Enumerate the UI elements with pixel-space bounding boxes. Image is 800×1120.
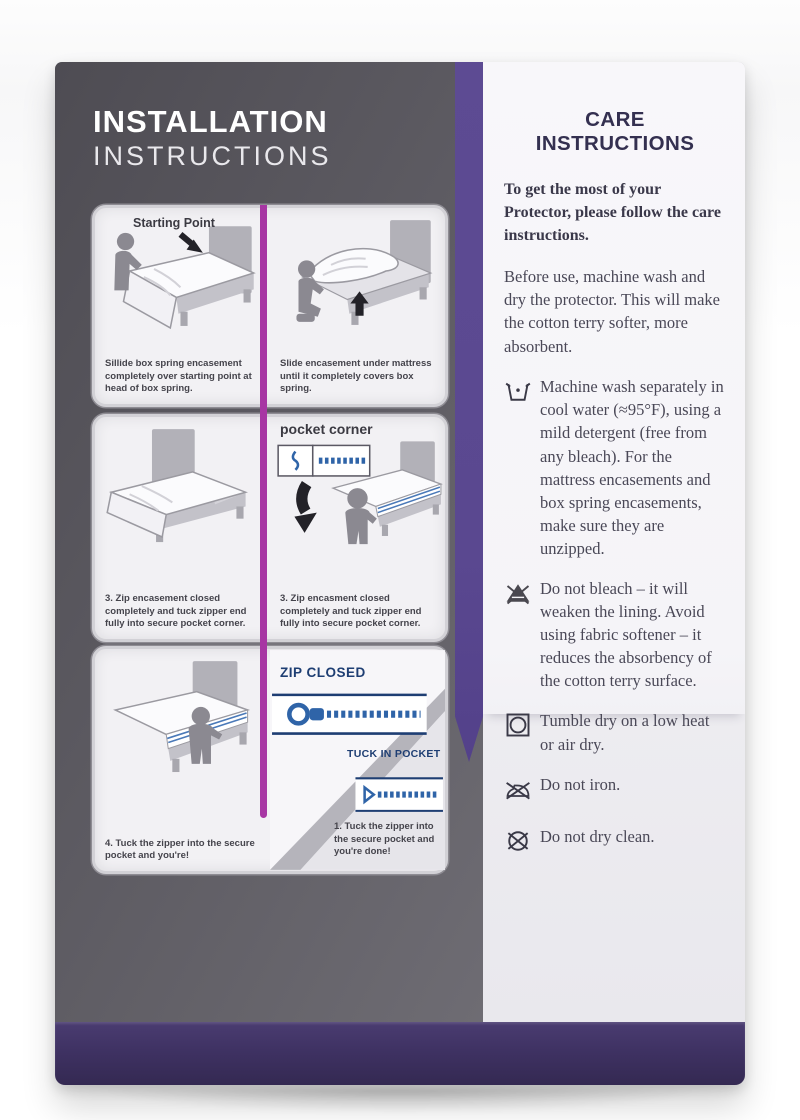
care-panel	[483, 62, 745, 1022]
starting-point-label: Starting Point	[133, 216, 215, 230]
care-item-text: Do not dry clean.	[540, 826, 655, 846]
pocket-corner-illustration	[270, 421, 445, 574]
magenta-divider-line	[260, 205, 267, 818]
card3-left-step	[95, 649, 270, 871]
care-item-text: Tumble dry on a low heat or air dry.	[540, 711, 710, 754]
card2-left-step	[95, 417, 270, 639]
bed-step2-illustration	[270, 212, 445, 342]
card2-right-step	[270, 417, 445, 639]
card1-right-caption: Slide encasement under mattress until it completely covers box spring.	[280, 358, 432, 395]
purple-divider-strip	[455, 62, 483, 762]
bed-step4-illustration	[95, 653, 270, 795]
pocket-corner-label: pocket corner	[280, 421, 373, 437]
care-item-do-not-iron	[504, 773, 726, 808]
installation-title-line1: INSTALLATION	[93, 104, 328, 139]
instruction-card-2	[92, 414, 448, 642]
card2-right-caption: 3. Zip encasment closed completely and tuck zipper end fully into secure pocket corner.	[280, 593, 422, 630]
installation-title	[93, 104, 332, 172]
care-item-do-not-bleach	[504, 577, 726, 692]
installation-title-line2: INSTRUCTIONS	[93, 140, 332, 171]
card2-left-caption: 3. Zip encasement closed completely and tuck zipper end fully into secure pocket corner.	[105, 593, 247, 630]
zip-closed-label: ZIP CLOSED	[280, 665, 366, 680]
instruction-card-3	[92, 646, 448, 874]
do-not-bleach-icon	[504, 577, 540, 692]
package-box	[55, 62, 745, 1085]
bottom-purple-band	[55, 1022, 745, 1085]
tuck-in-pocket-label: TUCK IN POCKET	[347, 748, 441, 760]
card3-right-step	[270, 649, 445, 871]
care-item-tumble-dry	[504, 709, 726, 755]
tumble-dry-icon	[504, 709, 540, 755]
card3-right-caption: 1. Tuck the zipper into the secure pocket and you're done!	[334, 821, 435, 858]
care-intro: Before use, machine wash and dry the protector. This will make the cotton terry softer, more absorbent.	[504, 266, 720, 356]
arrow-down-icon	[180, 234, 192, 244]
care-item-do-not-dry-clean	[504, 825, 726, 860]
care-item-text: Machine wash separately in cool water (≈95°F), using a mild detergent (free from any bleach). For the mattress encasements and box spring encasements, make sure they are unzipped.	[540, 377, 724, 558]
bed-step1-illustration	[95, 212, 270, 342]
card1-left-step	[95, 208, 270, 404]
card1-left-caption: Sillide box spring encasement completely over starting point at head of box spring.	[105, 358, 252, 395]
card3-left-caption: 4. Tuck the zipper into the secure pocket and you're!	[105, 837, 255, 862]
care-item-text: Do not iron.	[540, 774, 621, 794]
care-item-text: Do not bleach – it will weaken the lining. Avoid using fabric softener – it reduces the absorbency of the cotton terry surface.	[540, 579, 712, 691]
do-not-iron-icon	[504, 773, 540, 808]
care-item-machine-wash	[504, 375, 726, 560]
box-floor-shadow	[80, 1088, 720, 1114]
instruction-card-1	[92, 205, 448, 407]
card1-right-step	[270, 208, 445, 404]
machine-wash-icon	[504, 375, 540, 560]
installation-panel	[55, 62, 483, 1022]
bed-step3-illustration	[95, 421, 270, 563]
care-title: CARE INSTRUCTIONS	[535, 108, 695, 155]
care-intro-bold: To get the most of your Protector, please follow the care instructions.	[504, 181, 721, 245]
do-not-dry-clean-icon	[504, 825, 540, 860]
curved-arrow-icon	[302, 484, 307, 511]
